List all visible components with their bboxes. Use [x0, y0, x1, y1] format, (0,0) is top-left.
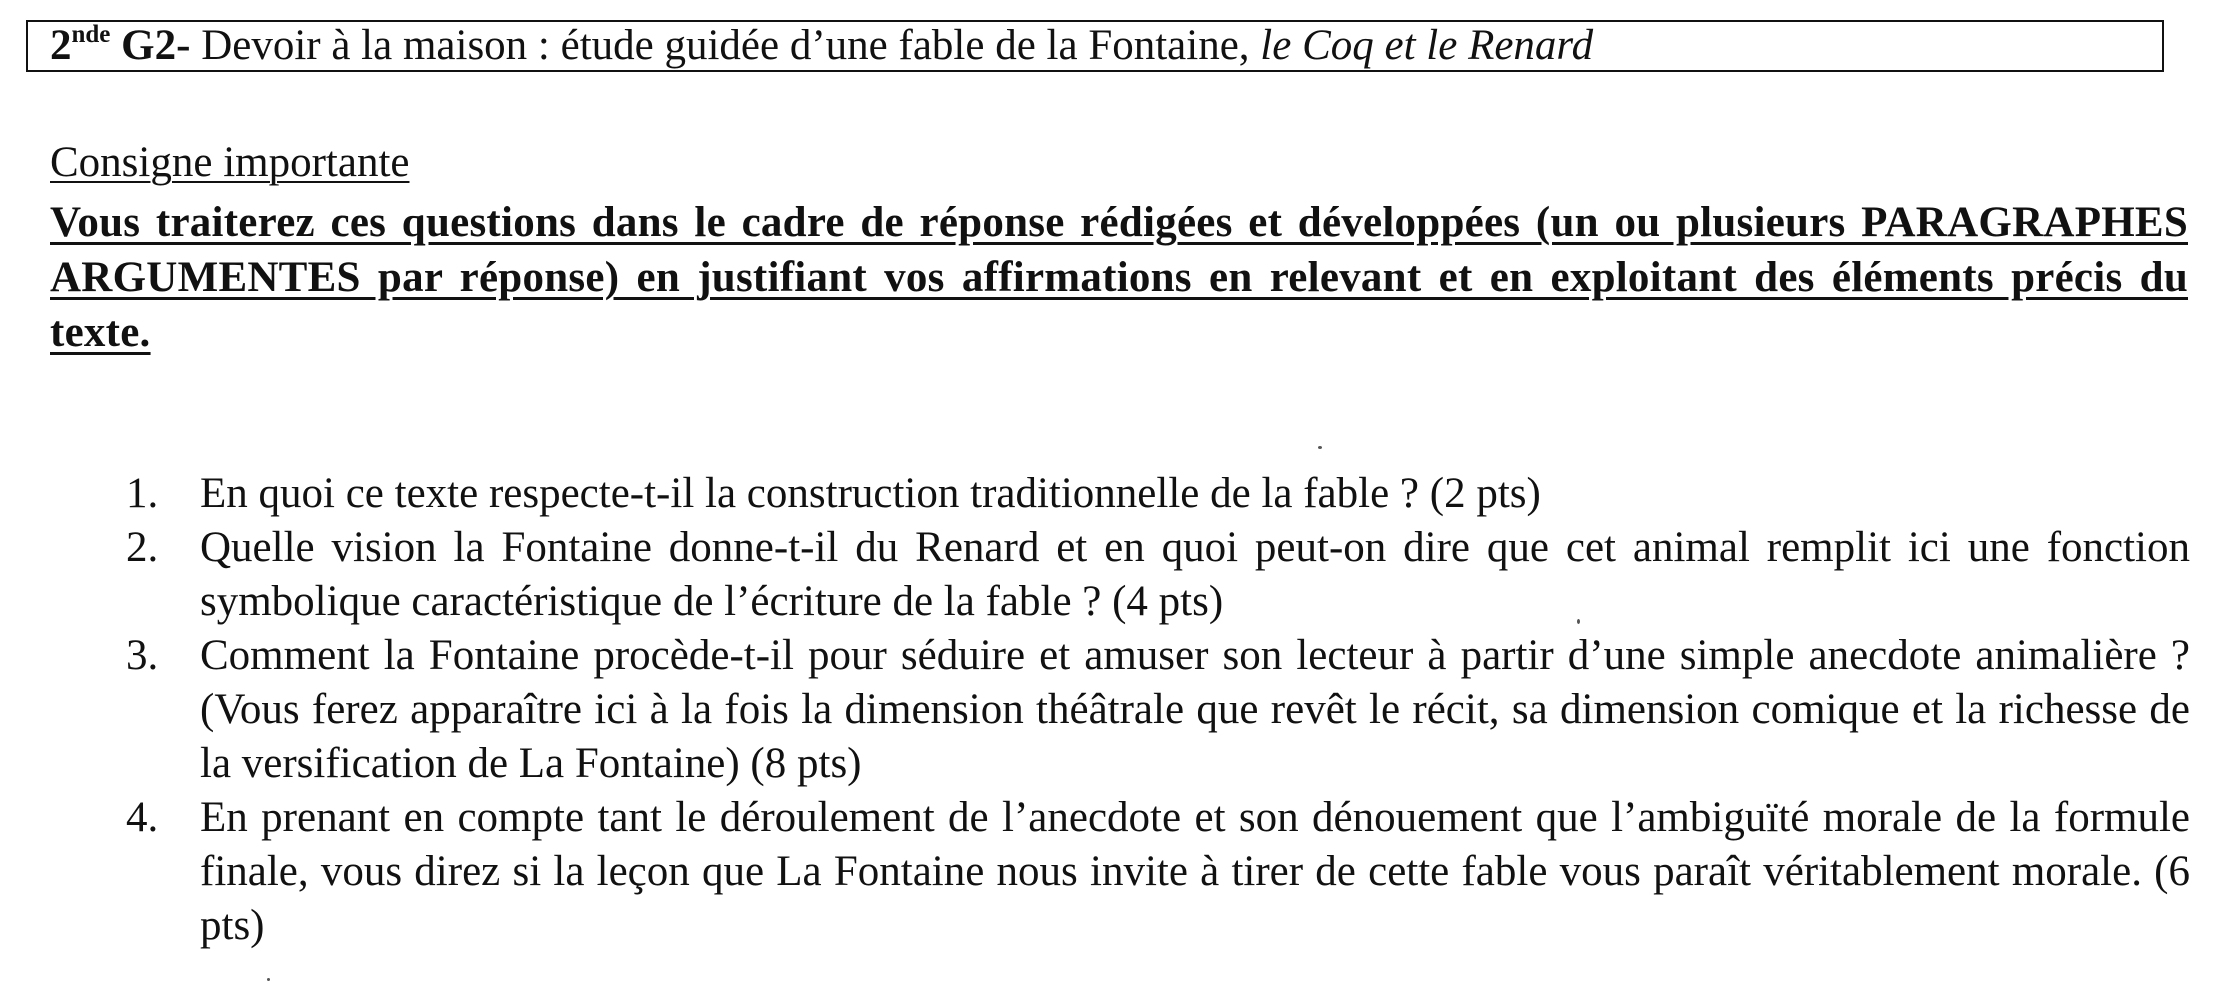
question-item: [0, 629, 2190, 791]
question-item: [0, 521, 2190, 629]
question-number: 3.: [126, 632, 159, 679]
question-item: [0, 791, 2190, 953]
question-text: En prenant en compte tant le déroulement de l’anecdote et son dénouement que l’ambiguïté morale de la formule finale, vous direz si la leçon que La Fontaine nous invite à tirer de cette fable vous paraît véritablement morale. (6 pts): [200, 794, 2190, 949]
assignment-title: Devoir à la maison : étude guidée d’une fable de la Fontaine,: [190, 22, 1261, 69]
question-text: En quoi ce texte respecte-t-il la construction traditionnelle de la fable ? (2 pts): [200, 470, 1541, 517]
question-item: [0, 467, 2190, 521]
question-number: 2.: [126, 524, 159, 571]
level-superscript: nde: [71, 21, 111, 48]
question-list: [0, 467, 2220, 953]
class-group: G2-: [110, 22, 191, 69]
fable-title: le Coq et le Renard: [1260, 22, 1594, 69]
scan-speck: [1577, 619, 1580, 624]
instruction-label: Consigne importante: [50, 139, 410, 186]
document-header: [26, 20, 2164, 72]
level-prefix: 2: [50, 22, 72, 69]
class-level: [50, 22, 190, 69]
question-text: Comment la Fontaine procède-t-il pour séduire et amuser son lecteur à partir d’une simple anecdote animalière ? (Vous ferez apparaître ici à la fois la dimension théâtrale que revêt le récit, sa dimension comique et la richesse de la versification de La Fontaine) (8 pts): [200, 632, 2190, 787]
instruction-text: Vous traiterez ces questions dans le cadre de réponse rédigées et développées (un ou plusieurs PARAGRAPHES ARGUMENTES par réponse) en justifiant vos affirmations en relevant et en exploitant des éléments précis du texte.: [50, 199, 2188, 356]
scan-speck: [267, 978, 270, 981]
scan-speck: [1318, 446, 1322, 449]
question-number: 1.: [126, 470, 159, 517]
question-number: 4.: [126, 794, 159, 841]
question-text: Quelle vision la Fontaine donne-t-il du Renard et en quoi peut-on dire que cet animal remplit ici une fonction symbolique caractéristique de l’écriture de la fable ? (4 pts): [200, 524, 2190, 625]
